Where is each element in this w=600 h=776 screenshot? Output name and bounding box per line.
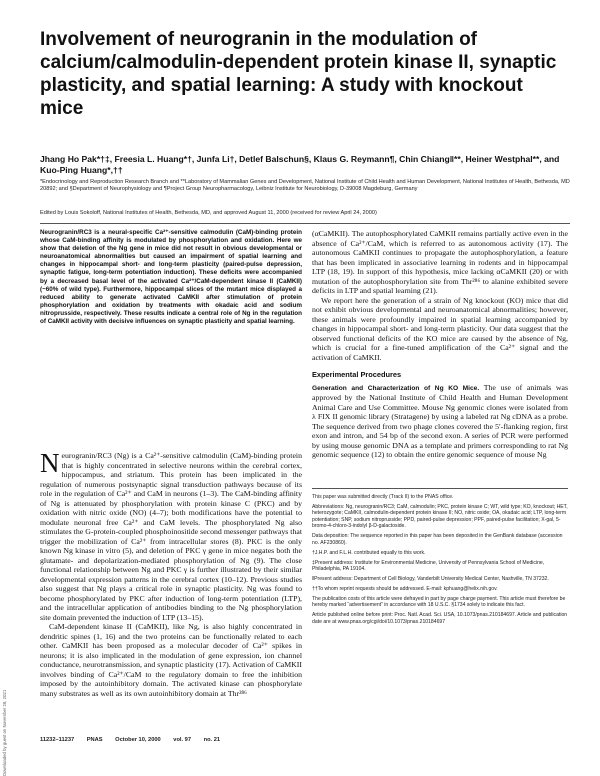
footer-volume: vol. 97 bbox=[173, 737, 192, 743]
drop-cap: N bbox=[40, 448, 60, 478]
edited-by-line: Edited by Louis Sokoloff, National Institutes of Health, Bethesda, MD, and approved August 11, 2000 (received for review April 24, 2000) bbox=[40, 210, 570, 224]
intro-paragraph-4: We report here the generation of a strain of Ng knockout (KO) mice that did not exhibit obvious developmental and neuroanatomical abnormalities; however, these animals were profoundly impaired in spatial learning accompanied by changes in hippocampal short- and long-term plasticity. Our data suggest that the observed functional deficits of the KO mice are caused by the absence of Ng, which is crucial for a fine-tuned amplification of the Ca²⁺ signal and the activation of CaMKII. bbox=[312, 295, 568, 362]
author-list: Jhang Ho Pak*†‡, Freesia L. Huang*†, Junfa Li†, Detlef Balschun§, Klaus G. Reymann¶, Chin Chiang‖**, Heiner Westphal**, and Kuo-Ping Huang*,†† bbox=[40, 154, 560, 175]
affiliations: *Endocrinology and Reproduction Research Branch and **Laboratory of Mammalian Genes and Development, National Institute of Child Health and Human Development, National Institutes of Health, Bethesda, MD 20892; and §Department of Neurophysiology and ¶Project Group Neuropharmacology, Leibniz Institute for Neurobiology, D-39008 Magdeburg, Germany bbox=[40, 179, 570, 193]
footnote-publication-costs: The publication costs of this article were defrayed in part by page charge payment. This article must therefore be hereby marked “advertisement” in accordance with 18 U.S.C. §1734 solely to indicate this fact. bbox=[312, 595, 566, 609]
right-column-body bbox=[312, 229, 568, 460]
download-watermark: Downloaded by guest on November 28, 2021 bbox=[2, 689, 7, 776]
footnote-abbreviations: Abbreviations: Ng, neurogranin/RC3; CaM, calmodulin; PKC, protein kinase C; WT, wild type; KO, knockout; HET, heterozygote; CaMKII, calmodulin-dependent protein kinase II; NO, nitric oxide; OA, okadaic acid; LTP, long-term potentiation; SNP, sodium nitroprusside; PPD, paired-pulse depression; PPF, paired-pulse facilitation; X-gal, 5-bromo-4-chloro-3-indolyl β-D-galactoside. bbox=[312, 503, 568, 530]
page-footer bbox=[40, 737, 570, 743]
abstract: Neurogranin/RC3 is a neural-specific Ca²⁺-sensitive calmodulin (CaM)-binding protein whose CaM-binding affinity is modulated by phosphorylation and oxidation. Here we show that deletion of the Ng gene in mice did not result in obvious developmental or neuroanatomical abnormalities but caused an impairment of spatial learning and changes in hippocampal short- and long-term plasticity (paired-pulse depression, synaptic fatigue, long-term potentiation induction). These deficits were accompanied by a decreased basal level of the activated Ca²⁺/CaM-dependent kinase II (CaMKII) (~60% of wild type). Furthermore, hippocampal slices of the mutant mice displayed a reduced ability to generate activated CaMKII after stimulation of protein phosphorylation and oxidation by treatments with okadaic acid and sodium nitroprusside, respectively. These results indicate a central role of Ng in the regulation of CaMKII activity with decisive influences on synaptic plasticity and spatial learning. bbox=[40, 229, 302, 326]
intro-paragraph-1-text: eurogranin/RC3 (Ng) is a Ca²⁺-sensitive calmodulin (CaM)-binding protein that is highly concentrated in selective neurons within the cerebral cortex, hippocampus, and striatum. This protein has been implicated in the regulation of numerous postsynaptic signal transduction pathways because of its role in the regulation of Ca²⁺ and CaM in neurons (1–3). The CaM-binding affinity of Ng is attenuated by phosphorylation with protein kinase C (PKC) and by oxidation with nitric oxide (NO) (4–7); both modifications have the potential to modulate neuronal free Ca²⁺ and CaM levels. The phosphorylated Ng also stimulates the G-protein-coupled phosphoinositide second messenger pathways that trigger the mobilization of Ca²⁺ from intracellular stores (8). PKC is the only known Ng kinase in vitro (5), and deletion of PKC γ gene in mice negates both the glutamate- and depolarization-mediated phosphorylation of Ng (9). The close functional relationship between Ng and PKC γ is further illustrated by their similar developmental expression patterns in the cerebral cortex (10–12). Previous studies also suggest that Ng plays a critical role in synaptic plasticity. Ng was found to become phosphorylated by PKC after induction of long-term potentiation (LTP), and the intracellular application of antibodies binding to the Ng phosphorylation site domain prevented the induction of LTP (13–15). bbox=[40, 451, 302, 622]
article-title: Involvement of neurogranin in the modulation of calcium/calmodulin-dependent protein kinase II, synaptic plasticity, and spatial learning: A study with knockout mice bbox=[40, 29, 557, 119]
intro-paragraph-3: (αCaMKII). The autophosphorylated CaMKII remains partially active even in the absence of Ca²⁺/CaM, which is referred to as autonomous activity (17). The autonomous CaMKII continues to propagate the autophosphorylation, a feature that has been implicated in associative learning in rodents and in hippocampal LTP (18, 19). In support of this hypothesis, mice lacking αCaMKII (20) or with mutation of the autophosphorylation site from Thr²⁸⁶ to alanine exhibited severe deficits in LTP and spatial learning (21). bbox=[312, 229, 568, 295]
footer-pages: 11232–11237 bbox=[40, 737, 75, 743]
footnote-correspondence: ††To whom reprint requests should be addressed. E-mail: kphuang@helix.nih.gov. bbox=[312, 585, 498, 592]
footer-date: October 10, 2000 bbox=[115, 737, 161, 743]
subsection-heading: Generation and Characterization of Ng KO Mice. bbox=[312, 384, 480, 392]
footnote-data-deposition: Data deposition: The sequence reported in this paper has been deposited in the GenBank database (accession no. AF230860). bbox=[312, 533, 563, 546]
section-heading-methods: Experimental Procedures bbox=[312, 370, 402, 379]
intro-paragraph-2: CaM-dependent kinase II (CaMKII), like Ng, is also highly concentrated in dendritic spines (1, 16) and the two proteins can be functionally related to each other. CaMKII has been proposed as a molecular decoder of Ca²⁺ spikes in neurons; it is also implicated in the modulation of gene expression, ion channel conductance, neurotransmission, and synaptic plasticity (17). Activation of CaMKII involves binding of Ca²⁺/CaM to the regulatory domain to free the inhibition imposed by the autoinhibitory domain. The activated kinase can phosphorylate many substrates as well as its own autoinhibitory domain at Thr²⁸⁶ bbox=[40, 622, 302, 698]
footnote-track: This paper was submitted directly (Track II) to the PNAS office. bbox=[312, 494, 454, 500]
footnote-present-address-2: ‖Present address: Department of Cell Biology, Vanderbilt University Medical Center, Nashville, TN 37232. bbox=[312, 575, 549, 582]
footnote-present-address-1: ‡Present address: Institute for Environmental Medicine, University of Pennsylvania School of Medicine, Philadelphia, PA 19104. bbox=[312, 559, 545, 573]
footnote-equal-contribution: †J.H.P. and F.L.H. contributed equally to this work. bbox=[312, 549, 426, 556]
footer-number: no. 21 bbox=[203, 737, 221, 743]
methods-paragraph-1 bbox=[312, 383, 568, 460]
footnote-online-publication: Article published online before print: Proc. Natl. Acad. Sci. USA, 10.1073/pnas.210184697. Article and publication date are at www.pnas.org/cgi/doi/10.1073/pnas.210184697 bbox=[312, 612, 568, 625]
methods-paragraph-1-text: The use of animals was approved by the National Institute of Child Health and Human Development Animal Care and Use Committee. Mouse Ng genomic clones were isolated from λ FIX II genomic library (Stratagene) by using a labeled rat Ng cDNA as a probe. The sequence derived from two phage clones covered the 5′-flanking region, first exon and intron, and 54 bp of the second exon. A series of PCR were performed by using mouse genomic DNA as a template and primers corresponding to rat Ng genomic sequence (12) to obtain the entire genomic sequence of mouse Ng bbox=[312, 382, 568, 459]
left-column-body bbox=[40, 448, 302, 698]
intro-paragraph-1 bbox=[40, 448, 302, 622]
footer-journal: PNAS bbox=[86, 737, 103, 743]
footnotes bbox=[312, 488, 568, 629]
